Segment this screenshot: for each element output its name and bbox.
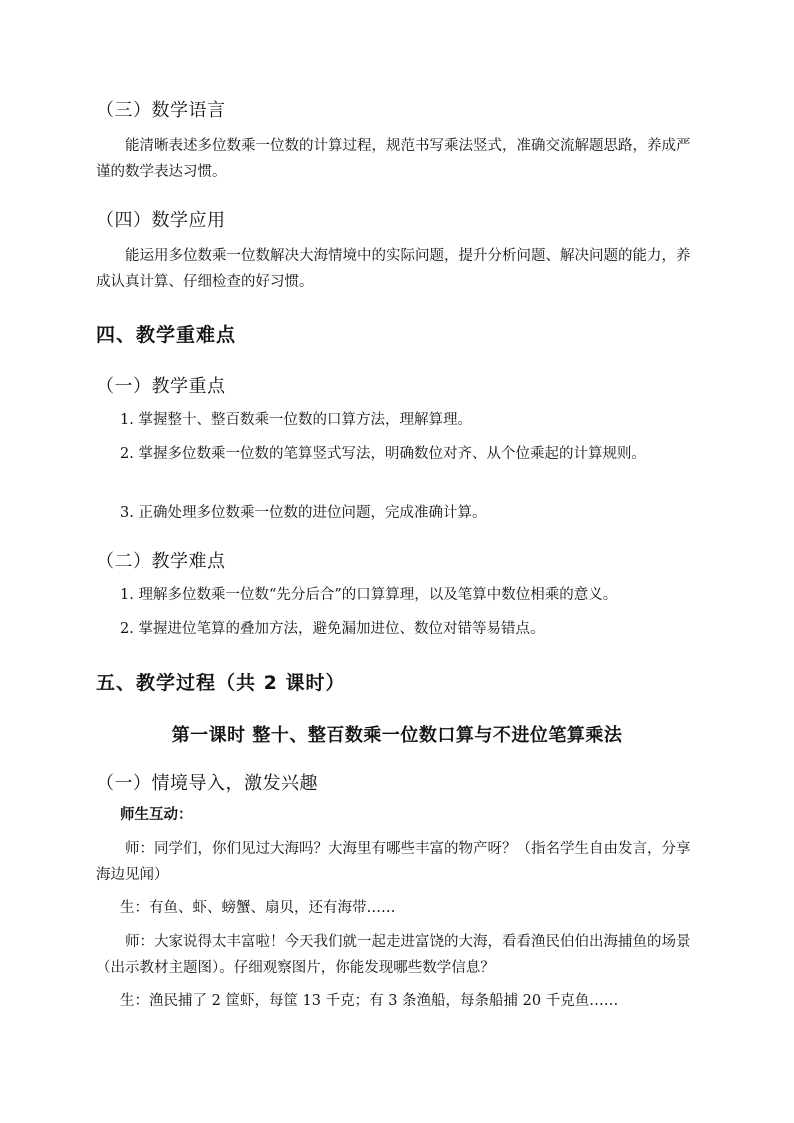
section-heading-key-points: （一）教学重点 (96, 376, 226, 397)
section-heading-math-language: （三）数学语言 (96, 100, 226, 121)
key-point-item: 2. 掌握多位数乘一位数的笔算竖式写法，明确数位对齐、从个位乘起的计算规则。 (120, 446, 646, 462)
key-point-item: 1. 掌握整十、整百数乘一位数的口算方法，理解算理。 (120, 412, 472, 428)
section-heading-intro: （一）情境导入，激发兴趣 (96, 773, 318, 794)
paragraph-math-application: 能运用多位数乘一位数解决大海情境中的实际问题，提升分析问题、解决问题的能力，养成认真计算、仔细检查的好习惯。 (96, 248, 691, 290)
difficult-point-item: 2. 掌握进位笔算的叠加方法，避免漏加进位、数位对错等易错点。 (120, 621, 545, 637)
dialogue-line: 师：同学们，你们见过大海吗？大海里有哪些丰富的物产呀？（指名学生自由发言，分享海边见闻） (96, 841, 691, 883)
chapter-heading-key-difficult: 四、教学重难点 (96, 324, 237, 346)
dialogue-line: 生：有鱼、虾、螃蟹、扇贝，还有海带…… (120, 900, 396, 916)
dialogue-line: 师：大家说得太丰富啦！今天我们就一起走进富饶的大海，看看渔民伯伯出海捕鱼的场景（出示教材主题图）。仔细观察图片，你能发现哪些数学信息？ (96, 934, 691, 976)
paragraph-math-language: 能清晰表述多位数乘一位数的计算过程，规范书写乘法竖式，准确交流解题思路，养成严谨的数学表达习惯。 (96, 138, 691, 180)
lesson-title: 第一课时 整十、整百数乘一位数口算与不进位笔算乘法 (171, 725, 623, 746)
difficult-point-item: 1. 理解多位数乘一位数“先分后合”的口算算理，以及笔算中数位相乘的意义。 (120, 587, 618, 603)
key-point-item: 3. 正确处理多位数乘一位数的进位问题，完成准确计算。 (120, 505, 487, 521)
dialogue-line: 生：渔民捕了 2 筐虾，每筐 13 千克；有 3 条渔船，每条船捕 20 千克鱼…… (120, 993, 619, 1009)
section-heading-difficult-points: （二）教学难点 (96, 551, 226, 572)
interaction-label: 师生互动： (120, 806, 193, 823)
section-heading-math-application: （四）数学应用 (96, 210, 226, 231)
chapter-heading-teaching-process: 五、教学过程（共 2 课时） (96, 672, 346, 694)
